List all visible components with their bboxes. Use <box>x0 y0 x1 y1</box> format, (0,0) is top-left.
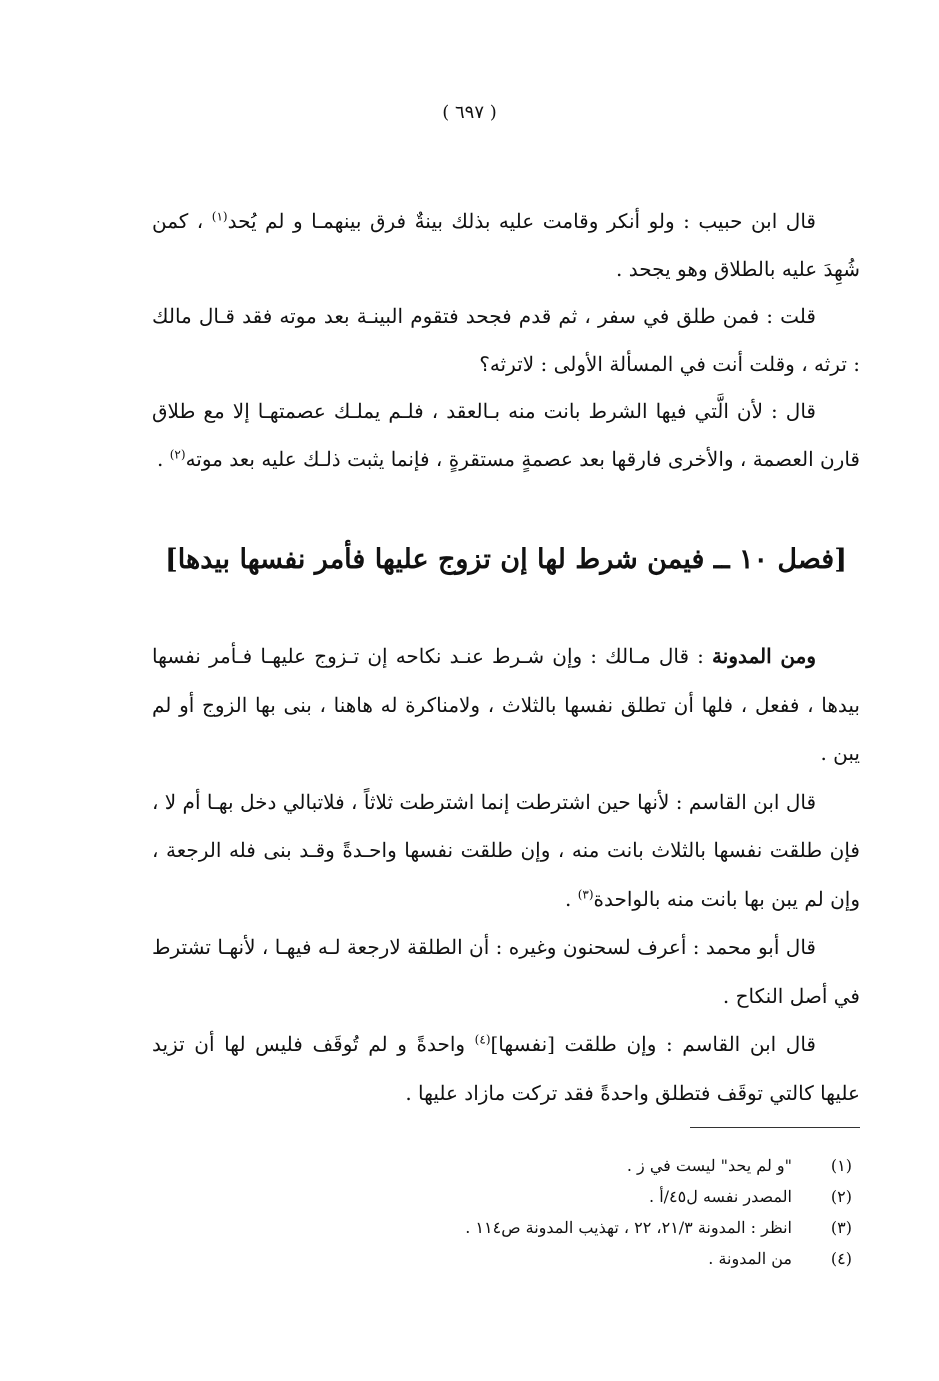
paragraph <box>152 198 860 293</box>
footnote-text: "و لم يحد" ليست في ز . <box>626 1156 792 1175</box>
footnote-number: (٢) <box>830 1187 852 1206</box>
paragraph <box>152 923 860 1020</box>
main-text-block-2 <box>152 632 860 1117</box>
footnote <box>152 1212 860 1243</box>
paragraph <box>152 778 860 924</box>
footnote-number: (٣) <box>830 1218 852 1237</box>
footnotes <box>152 1150 860 1274</box>
footnote <box>152 1150 860 1181</box>
paragraph-tail: . <box>564 886 578 911</box>
footnote-ref: (١) <box>211 209 228 224</box>
paragraph <box>152 1020 860 1117</box>
page-number: ( ٦٩٧ ) <box>442 102 497 123</box>
main-text-block-1 <box>152 198 860 483</box>
paragraph-tail: واحدةً و لم تُوقَف فليس لها أن تزيد عليها كالتي توقَف فتطلق واحدةً فقد تركت مازاد عليها . <box>152 1032 860 1105</box>
paragraph-tail: ، كمن شُهِدَ عليه بالطلاق وهو يجحد . <box>152 209 860 281</box>
paragraph-text: : قال مـالك : وإن شـرط عنـد نكاحه إن تـزوج عليهـا فـأمر نفسها بيدها ، ففعل ، فلها أن تطلق نفسها بالثلاث ، ولامناكرة له هاهنا ، بنى بها الزوج أو لم يبن . <box>152 644 860 765</box>
paragraph-text: قال ابن حبيب : ولو أنكر وقامت عليه بذلك بينةٌ فرق بينهمـا و لم يُحد <box>227 209 816 233</box>
footnote <box>152 1243 860 1274</box>
paragraph-text: قال ابن القاسم : وإن طلقت [نفسها] <box>490 1032 816 1056</box>
paragraph <box>152 293 860 388</box>
paragraph-tail: . <box>157 446 170 471</box>
footnote-text: انظر : المدونة ٢١/٣، ٢٢ ، تهذيب المدونة ص١١٤ . <box>465 1218 792 1237</box>
paragraph-text: قال : لأن الَّتي فيها الشرط بانت منه بـالعقد ، فلـم يملـك عصمتهـا إلا مع طلاق قارن العصمة ، والأخرى فارقها بعد عصمةٍ مستقرةٍ ، فإنما يثبت ذلـك عليه بعد موته <box>152 399 860 471</box>
footnote-number: (٤) <box>830 1249 852 1268</box>
footnote-separator <box>690 1127 860 1128</box>
footnote-text: من المدونة . <box>708 1249 792 1268</box>
paragraph <box>152 388 860 483</box>
footnote-ref: (٤) <box>474 1032 491 1047</box>
paragraph-text: قلت : فمن طلق في سفر ، ثم قدم فجحد فتقوم البينـة بعد موته فقد قـال مالك : ترثه ، وقلت أنت في المسألة الأولى : لاترثه؟ <box>152 304 860 376</box>
paragraph-lead: ومن المدونة <box>712 644 817 668</box>
footnote-ref: (٢) <box>169 446 186 461</box>
footnote-text: المصدر نفسه ل٤٥/أ . <box>649 1187 792 1206</box>
paragraph <box>152 632 860 778</box>
footnote-number: (١) <box>830 1156 852 1175</box>
section-heading: [فصل ١٠ ــ فيمن شرط لها إن تزوج عليها فأمر نفسها بيدها] <box>165 544 847 575</box>
footnote <box>152 1181 860 1212</box>
footnote-ref: (٣) <box>577 886 594 901</box>
paragraph-text: قال أبو محمد : أعرف لسحنون وغيره : أن الطلقة لارجعة لـه فيهـا ، لأنهـا تشترط في أصل النكاح . <box>152 935 860 1008</box>
paragraph-text: قال ابن القاسم : لأنها حين اشترطت إنما اشترطت ثلاثاً ، فلاتبالي دخل بهـا أم لا ، فإن طلقت نفسها بالثلاث بانت منه ، وإن طلقت نفسها واحـدةً وقـد بنى فله الرجعة ، وإن لم يبن بها بانت منه بالواحدة <box>151 789 860 911</box>
